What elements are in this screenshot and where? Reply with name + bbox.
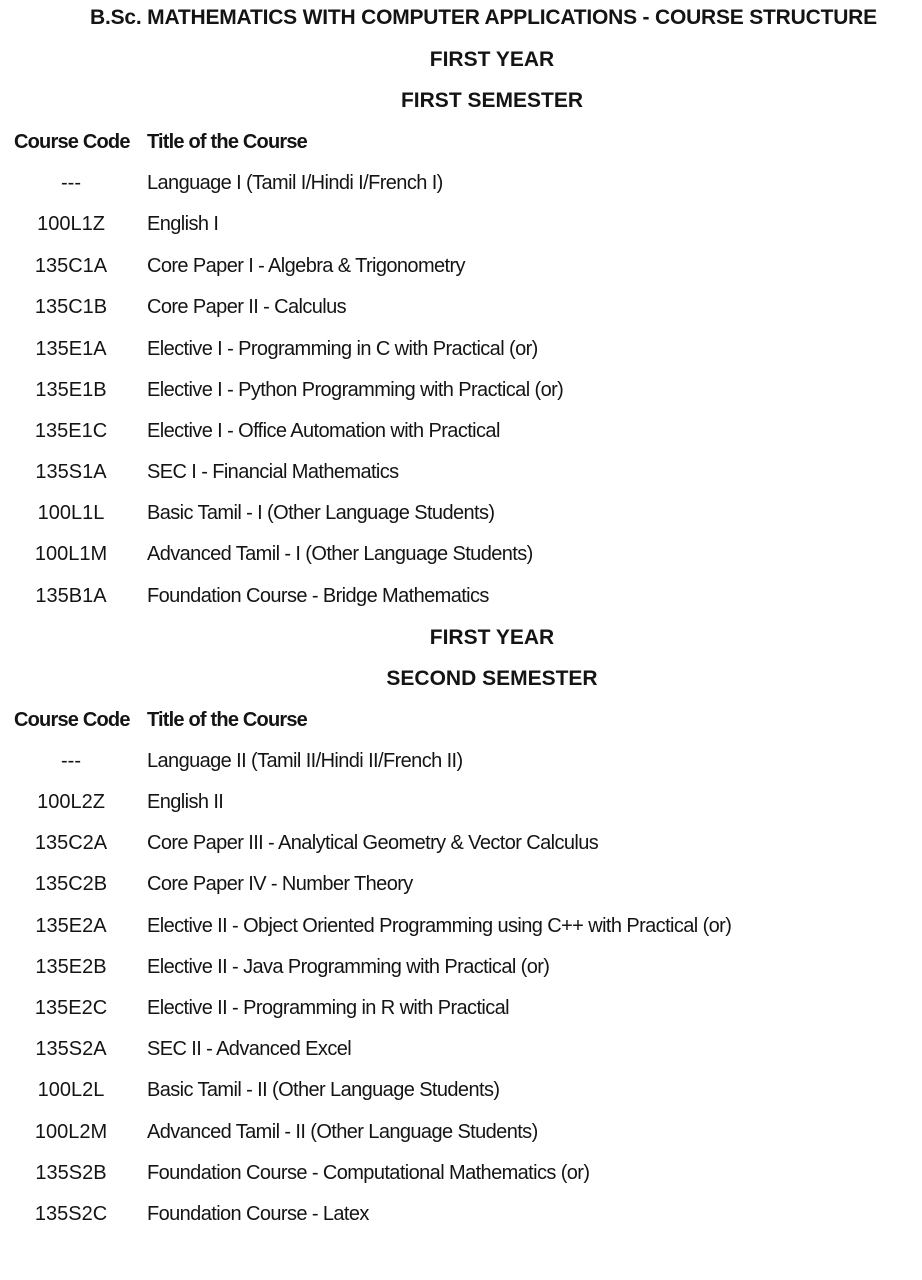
course-title: Foundation Course - Bridge Mathematics (147, 585, 489, 607)
course-code: 135E2C (34, 997, 108, 1019)
year-heading: FIRST YEAR (429, 48, 555, 71)
course-code: 135S2C (34, 1203, 108, 1225)
course-code: 135E2B (35, 956, 107, 978)
course-code: 135B1A (35, 585, 107, 607)
semester-heading: FIRST SEMESTER (400, 89, 584, 112)
course-code: 135S2A (35, 1038, 107, 1060)
course-code: 135C2B (34, 873, 108, 895)
course-title: Advanced Tamil - I (Other Language Students) (147, 543, 533, 565)
course-code: 100L1M (34, 543, 108, 565)
course-code: --- (61, 750, 81, 772)
course-title: Basic Tamil - I (Other Language Students) (147, 502, 495, 524)
course-code: 100L1L (37, 502, 105, 524)
course-title: Basic Tamil - II (Other Language Students) (147, 1079, 500, 1101)
course-title: Elective I - Office Automation with Practical (147, 420, 500, 442)
course-code-header: Course Code (14, 709, 130, 731)
course-code: 135E1B (35, 379, 107, 401)
document-title: B.Sc. MATHEMATICS WITH COMPUTER APPLICATIONS - COURSE STRUCTURE (90, 6, 877, 29)
course-code: 100L2L (37, 1079, 105, 1101)
course-title: Advanced Tamil - II (Other Language Students) (147, 1121, 538, 1143)
course-title: Core Paper II - Calculus (147, 296, 347, 318)
course-code: 100L1Z (37, 213, 105, 235)
course-code: --- (61, 172, 81, 194)
year-heading: FIRST YEAR (429, 626, 555, 649)
course-code-header: Course Code (14, 131, 130, 153)
semester-heading: SECOND SEMESTER (386, 667, 598, 690)
course-code: 135E2A (35, 915, 107, 937)
course-code: 135S2B (35, 1162, 107, 1184)
course-title: Elective II - Programming in R with Practical (147, 997, 510, 1019)
course-title: Elective I - Python Programming with Practical (or) (147, 379, 564, 401)
course-title-header: Title of the Course (147, 131, 308, 153)
course-title: Core Paper I - Algebra & Trigonometry (147, 255, 465, 277)
course-code: 100L2M (34, 1121, 108, 1143)
course-title: Elective II - Object Oriented Programming using C++ with Practical (or) (147, 915, 732, 937)
course-code: 100L2Z (37, 791, 105, 813)
course-code: 135E1C (34, 420, 108, 442)
course-title: Foundation Course - Latex (147, 1203, 369, 1225)
course-title: Elective II - Java Programming with Practical (or) (147, 956, 550, 978)
course-title: Foundation Course - Computational Mathematics (or) (147, 1162, 590, 1184)
course-code: 135E1A (35, 338, 107, 360)
course-code: 135S1A (35, 461, 107, 483)
course-title: SEC II - Advanced Excel (147, 1038, 352, 1060)
course-code: 135C1A (34, 255, 108, 277)
course-title: SEC I - Financial Mathematics (147, 461, 399, 483)
course-title: Elective I - Programming in C with Practical (or) (147, 338, 538, 360)
course-title: Language I (Tamil I/Hindi I/French I) (147, 172, 443, 194)
course-title: Language II (Tamil II/Hindi II/French II) (147, 750, 463, 772)
course-code: 135C2A (34, 832, 108, 854)
course-title-header: Title of the Course (147, 709, 308, 731)
course-title: English II (147, 791, 224, 813)
course-title: Core Paper IV - Number Theory (147, 873, 413, 895)
course-code: 135C1B (34, 296, 108, 318)
course-title: English I (147, 213, 219, 235)
course-title: Core Paper III - Analytical Geometry & Vector Calculus (147, 832, 599, 854)
